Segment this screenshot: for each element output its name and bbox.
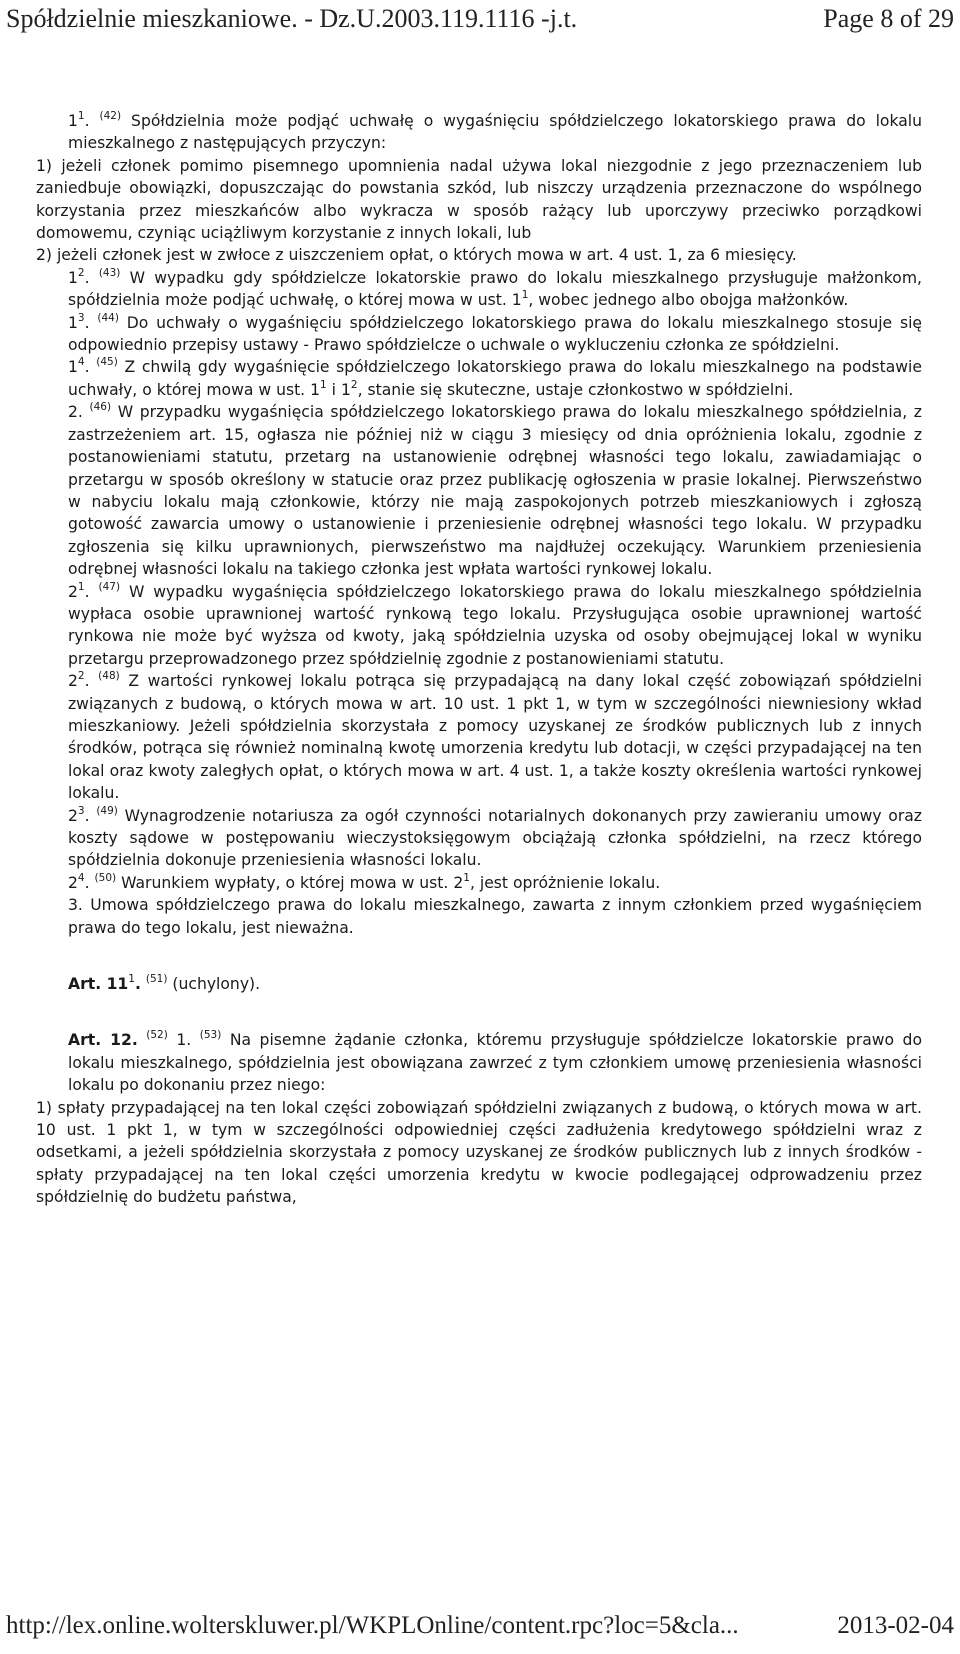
article-11 [36, 973, 922, 995]
footnote-ref: (51) [145, 973, 168, 986]
paragraph-2-1 [36, 581, 922, 671]
page-number: Page 8 of 29 [823, 4, 954, 33]
footnote-ref: (42) [99, 110, 122, 122]
ref-sup: 2 [350, 378, 358, 391]
document-body [36, 110, 922, 1209]
para-number: 1. [176, 1031, 192, 1050]
para-text: Z chwilą gdy wygaśnięcie spółdzielczego lokatorskiego prawa do lokalu mieszkalnego na podstawie uchwały, o której mowa w ust. 1 [68, 358, 922, 399]
para-sup: 4 [77, 356, 85, 369]
para-sup: 2 [77, 670, 85, 683]
para-text: (uchylony). [172, 975, 261, 994]
para-text: Spółdzielnia może podjąć uchwałę o wygaśnięciu spółdzielczego lokatorskiego prawa do lokalu mieszkalnego z następujących przyczyn: [68, 112, 922, 153]
para-separator: . [84, 806, 90, 825]
para-sup: 3 [77, 311, 85, 324]
source-url: http://lex.online.wolterskluwer.pl/WKPLOnline/content.rpc?loc=5&cla... [6, 1612, 739, 1639]
para-text: i 1 [326, 380, 351, 399]
para-separator: . [84, 582, 90, 601]
para-text: , jest opróżnienie lokalu. [469, 873, 661, 892]
para-text: Do uchwały o wygaśnięciu spółdzielczego lokatorskiego prawa do lokalu mieszkalnego stosuje się odpowiednio przepisy ustawy - Prawo spółdzielcze o uchwale o wykluczeniu członka ze spółdzielni. [68, 313, 922, 355]
para-separator: . [84, 112, 90, 130]
footnote-ref: (44) [97, 311, 119, 324]
print-date: 2013-02-04 [837, 1612, 954, 1639]
para-sup: 2 [77, 266, 85, 279]
para-sup: 1 [77, 110, 85, 122]
para-text: W wypadku wygaśnięcia spółdzielczego lokatorskiego prawa do lokalu mieszkalnego spółdzielnia wypłaca osobie uprawnionej wartość rynkową tego lokalu. Przysługująca osobie uprawnionej wartość rynkowa nie może być wyższa od kwoty, jaką spółdzielnia uzyska od osoby obejmującej lokal w wyniku przetargu przeprowadzonego przez spółdzielnię zgodnie z postanowieniami statutu. [68, 582, 923, 668]
para-text: Z wartości rynkowej lokalu potrąca się przypadającą na dany lokal część zobowiązań spółdzielni związanych z budową, o których mowa w art. 10 ust. 1 pkt 1, w tym w szczególności niewniesiony wkład mieszkaniowy. Jeżeli spółdzielnia skorzystała z pomocy uzyskanej ze środków publicznych lub z innych środków, potrąca się również nominalną kwotę umorzenia kredytu lub dotacji, w części przypadającej na ten lokal oraz kwoty zaległych opłat, o których mowa w art. 4 ust. 1, a także koszty określenia wartości rynkowej lokalu. [68, 672, 922, 803]
para-number: 2 [68, 806, 78, 825]
paragraph-1-1 [36, 110, 922, 155]
paragraph-1-4 [36, 356, 922, 401]
article-label: Art. 11 [68, 975, 129, 994]
para-text: W przypadku wygaśnięcia spółdzielczego lokatorskiego prawa do lokalu mieszkalnego spółdzielnia, z zastrzeżeniem art. 15, ogłasza nie później niż w ciągu 3 miesięcy od dnia opróżnienia lokalu, zgodnie z postanowieniami statutu, przetarg na ustanowienie odrębnej własności tego lokalu, zawiadamiając o przetargu w sposób określony w statucie oraz przez publikację ogłoszenia w prasie lokalnej. Pierwszeństwo w nabyciu lokalu mają członkowie, którzy nie mają zaspokojonych potrzeb mieszkaniowych i zgłoszą gotowość zawarcia umowy o ustanowienie i przeniesienie odrębnej własności tego lokalu. W przypadku zgłoszenia się kilku uprawnionych, pierwszeństwo ma najdłużej oczekujący. Warunkiem przeniesienia odrębnej własności lokalu na takiego członka jest wpłata wartości rynkowej lokalu. [68, 403, 922, 579]
para-text: Na pisemne żądanie członka, któremu przysługuje spółdzielcze lokatorskie prawo do lokalu mieszkalnego, spółdzielnia jest obowiązana zawrzeć z tym członkiem umowę przeniesienia własności lokalu po dokonaniu przez niego: [68, 1031, 922, 1095]
page-header [6, 4, 954, 34]
footnote-ref: (48) [98, 670, 120, 683]
article-separator: . [134, 975, 141, 994]
paragraph-2-2 [36, 670, 922, 804]
ref-sup: 1 [463, 871, 470, 884]
para-number: 2 [68, 873, 78, 892]
paragraph-2-3 [36, 805, 922, 872]
para-separator: . [84, 313, 90, 332]
para-text: , stanie się skuteczne, ustaje członkostwo w spółdzielni. [357, 380, 794, 399]
footnote-ref: (50) [94, 871, 117, 884]
document-title: Spółdzielnie mieszkaniowe. - Dz.U.2003.119.1116 -j.t. [6, 4, 578, 33]
para-sup: 3 [77, 804, 85, 817]
paragraph-2-4 [36, 872, 922, 894]
footnote-ref: (47) [98, 580, 121, 593]
para-number: 1 [68, 112, 78, 130]
para-separator: . [84, 873, 90, 892]
para-text: Warunkiem wypłaty, o której mowa w ust. 2 [121, 873, 464, 892]
paragraph-1-2 [36, 267, 922, 312]
spacer [36, 995, 922, 1029]
ref-sup: 1 [320, 378, 327, 391]
footnote-ref: (45) [96, 356, 118, 369]
para-number: 1 [68, 358, 78, 377]
paragraph-2 [36, 401, 922, 580]
para-sup: 1 [77, 580, 85, 593]
footnote-ref: (49) [96, 804, 118, 817]
para-number: 1 [68, 268, 78, 287]
article-sup: 1 [128, 973, 135, 986]
para-separator: . [84, 268, 90, 287]
footnote-ref: (43) [98, 266, 121, 279]
para-number: 2 [68, 582, 78, 601]
article-label: Art. 12. [68, 1031, 138, 1050]
page-footer [6, 1612, 954, 1640]
paragraph-3: 3. Umowa spółdzielczego prawa do lokalu mieszkalnego, zawarta z innym członkiem przed wygaśnięciem prawa do tego lokalu, jest nieważna. [68, 896, 922, 937]
footnote-ref: (46) [89, 401, 112, 414]
footnote-ref: (53) [199, 1029, 222, 1042]
ref-sup: 1 [521, 289, 529, 302]
article-12 [36, 1029, 922, 1096]
para-text: Wynagrodzenie notariusza za ogół czynności notarialnych dokonanych przy zawieraniu umowy oraz koszty sądowe w postępowaniu wieczystoksięgowym obciążają członka spółdzielni, na rzecz którego spółdzielnia dokonuje przeniesienia własności lokalu. [68, 806, 922, 870]
para-number: 2. [68, 403, 83, 422]
para-text: , wobec jednego albo obojga małżonków. [528, 291, 849, 310]
para-number: 2 [68, 672, 78, 691]
list-item: 2) jeżeli członek jest w zwłoce z uiszczeniem opłat, o których mowa w art. 4 ust. 1, za 6 miesięcy. [36, 246, 797, 265]
list-item: 1) jeżeli członek pomimo pisemnego upomnienia nadal używa lokal niezgodnie z jego przeznaczeniem lub zaniedbuje obowiązki, dopuszczając do powstania szkód, lub niszczy urządzenia przeznaczone do wspólnego korzystania przez mieszkańców albo wykracza w sposób rażący lub uporczywy przeciwko porządkowi domowemu, czyniąc uciążliwym korzystanie z innych lokali, lub [36, 156, 922, 243]
para-number: 1 [68, 313, 78, 332]
para-sup: 4 [77, 871, 85, 884]
list-item: 1) spłaty przypadającej na ten lokal części zobowiązań spółdzielni związanych z budową, o których mowa w art. 10 ust. 1 pkt 1, w tym w szczególności odpowiedniej części zadłużenia kredytowego spółdzielni wraz z odsetkami, a jeżeli spółdzielnia skorzystała z pomocy uzyskanej ze środków publicznych lub z innych środków - spłaty przypadającej na ten lokal części umorzenia kredytu w kwocie podlegającej odprowadzeniu przez spółdzielnię do budżetu państwa, [36, 1098, 922, 1207]
para-separator: . [84, 358, 90, 377]
spacer [36, 939, 922, 973]
para-separator: . [84, 672, 90, 691]
paragraph-1-3 [36, 312, 922, 357]
para-text: W wypadku gdy spółdzielcze lokatorskie prawo do lokalu mieszkalnego przysługuje małżonkom, spółdzielnia może podjąć uchwałę, o której mowa w ust. 1 [68, 268, 922, 310]
footnote-ref: (52) [146, 1029, 168, 1042]
